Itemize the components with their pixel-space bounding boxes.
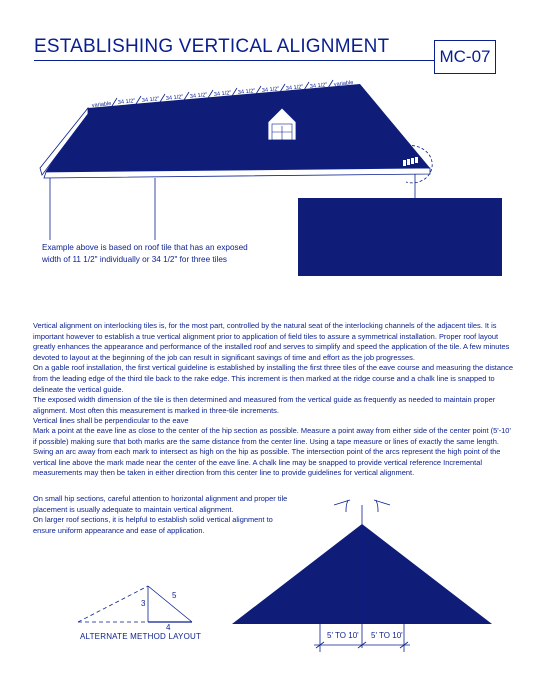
paragraph: The exposed width dimension of the tile is then determined and measured from the vertical guide as frequently as needed to maintain proper alignment. Most often this measurement is marked in three-tile increments. — [33, 395, 496, 415]
paragraph: On larger roof sections, it is helpful to establish solid vertical alignment to ensure uniform appearance and ease of application. — [33, 515, 273, 535]
ridge-label-increment: 34 1/2" — [117, 98, 136, 106]
side-label-3: 3 — [141, 599, 146, 608]
example-note-line: width of 11 1/2" individually or 34 1/2" for three tiles — [42, 255, 227, 264]
paragraph: Vertical alignment on interlocking tiles is, for the most part, controlled by the natural seat of the interlocking channels of the adjacent tiles. It is important however to establish a true vertical alignment prior to application of field tiles to assure a symmetrical installation. Proper roof layout greatly enhances the appearance and performance of the installed roof and serves to simplify and speed the application of the tile. A few minutes devoted to layout at the beginning of the job can result in significant savings of time and effort as the job progresses. — [33, 321, 510, 362]
paragraph: Mark a point at the eave line as close to the center of the hip section as possible. Measure a point away from either side of the center point (5'-10' if possible) making sure that both marks are the same distance from the center line. Using a tape measure or lines of exactly the same length. Swing an arc away from each mark to intersect as high on the hip as possible. The intersection point of the arcs represent the high point of the vertical line above the mark made near the center of the eave line. A chalk line may be snapped to provide vertical reference Incremental measurements may then be taken in either direction from this center line to provide guidelines for vertical alignment. — [33, 426, 511, 478]
dimension-label-left: 5' TO 10' — [327, 631, 359, 640]
ridge-label-increment: 34 1/2" — [213, 90, 232, 98]
dimension-label-right: 5' TO 10' — [371, 631, 403, 640]
ridge-label-increment: 34 1/2" — [189, 92, 208, 100]
paragraph: On a gable roof installation, the first vertical guideline is established by installing the first three tiles of the eave course and measuring the distance from the leading edge of the third tile back to the rake edge. This increment is then marked at the ridge course and a chalk line is snapped to delineate the vertical guide. — [33, 363, 513, 394]
alternate-method-label: ALTERNATE METHOD LAYOUT — [80, 632, 202, 641]
ridge-label-increment: 34 1/2" — [285, 84, 304, 92]
section-code-badge: MC-07 — [434, 40, 496, 74]
ridge-label-increment: 34 1/2" — [237, 88, 256, 96]
ridge-label-variable-right: variable — [333, 79, 354, 88]
page-title: ESTABLISHING VERTICAL ALIGNMENT — [34, 36, 390, 57]
ridge-label-increment: 34 1/2" — [165, 94, 184, 102]
paragraph: On small hip sections, careful attention to horizontal alignment and proper tile placement is usually adequate to maintain vertical alignment. — [33, 494, 288, 514]
side-label-5: 5 — [172, 591, 177, 600]
side-label-4: 4 — [166, 623, 171, 632]
paragraph: Vertical lines shall be perpendicular to the eave — [33, 416, 189, 426]
ridge-label-variable-left: variable — [91, 100, 112, 109]
ridge-label-increment: 34 1/2" — [261, 86, 280, 94]
ridge-label-increment: 34 1/2" — [309, 82, 328, 90]
example-note-line: Example above is based on roof tile that has an exposed — [42, 243, 248, 252]
ridge-label-increment: 34 1/2" — [141, 96, 160, 104]
